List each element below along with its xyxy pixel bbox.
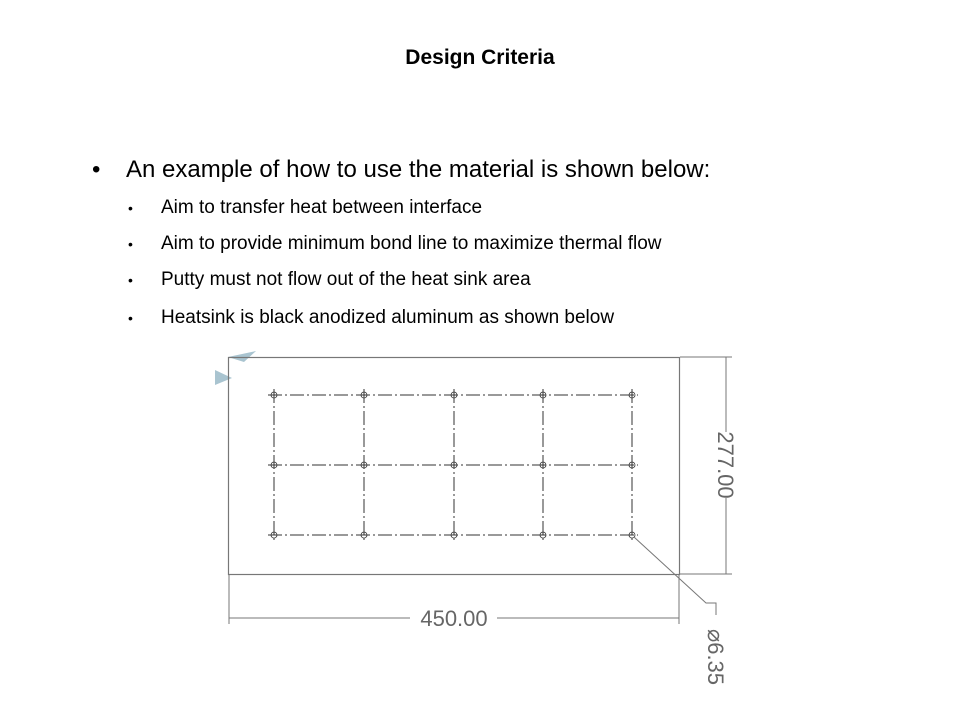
bullet-glyph: • — [128, 200, 133, 216]
bullet-glyph: • — [128, 310, 133, 326]
hole-pattern-centerlines — [268, 389, 638, 541]
sub-bullet-text: Heatsink is black anodized aluminum as shown below — [161, 307, 615, 328]
height-dimension-label: 277.00 — [713, 431, 738, 499]
width-dimension-label: 450.00 — [420, 606, 488, 631]
decorative-mark — [215, 370, 232, 385]
bullet-glyph: • — [128, 272, 133, 288]
decorative-mark — [228, 351, 256, 362]
hole-leader-line — [634, 537, 716, 615]
bullet-glyph: • — [128, 236, 133, 252]
bullet-text: An example of how to use the material is shown below: — [126, 156, 711, 183]
bullet-glyph: • — [92, 156, 101, 183]
hole-diameter-label: ⌀6.35 — [703, 628, 728, 686]
sub-bullet-text: Putty must not flow out of the heat sink area — [161, 269, 531, 290]
sub-bullet-text: Aim to transfer heat between interface — [161, 197, 483, 218]
sub-bullet-text: Aim to provide minimum bond line to maximize thermal flow — [161, 233, 662, 254]
slide-title: Design Criteria — [405, 46, 555, 69]
